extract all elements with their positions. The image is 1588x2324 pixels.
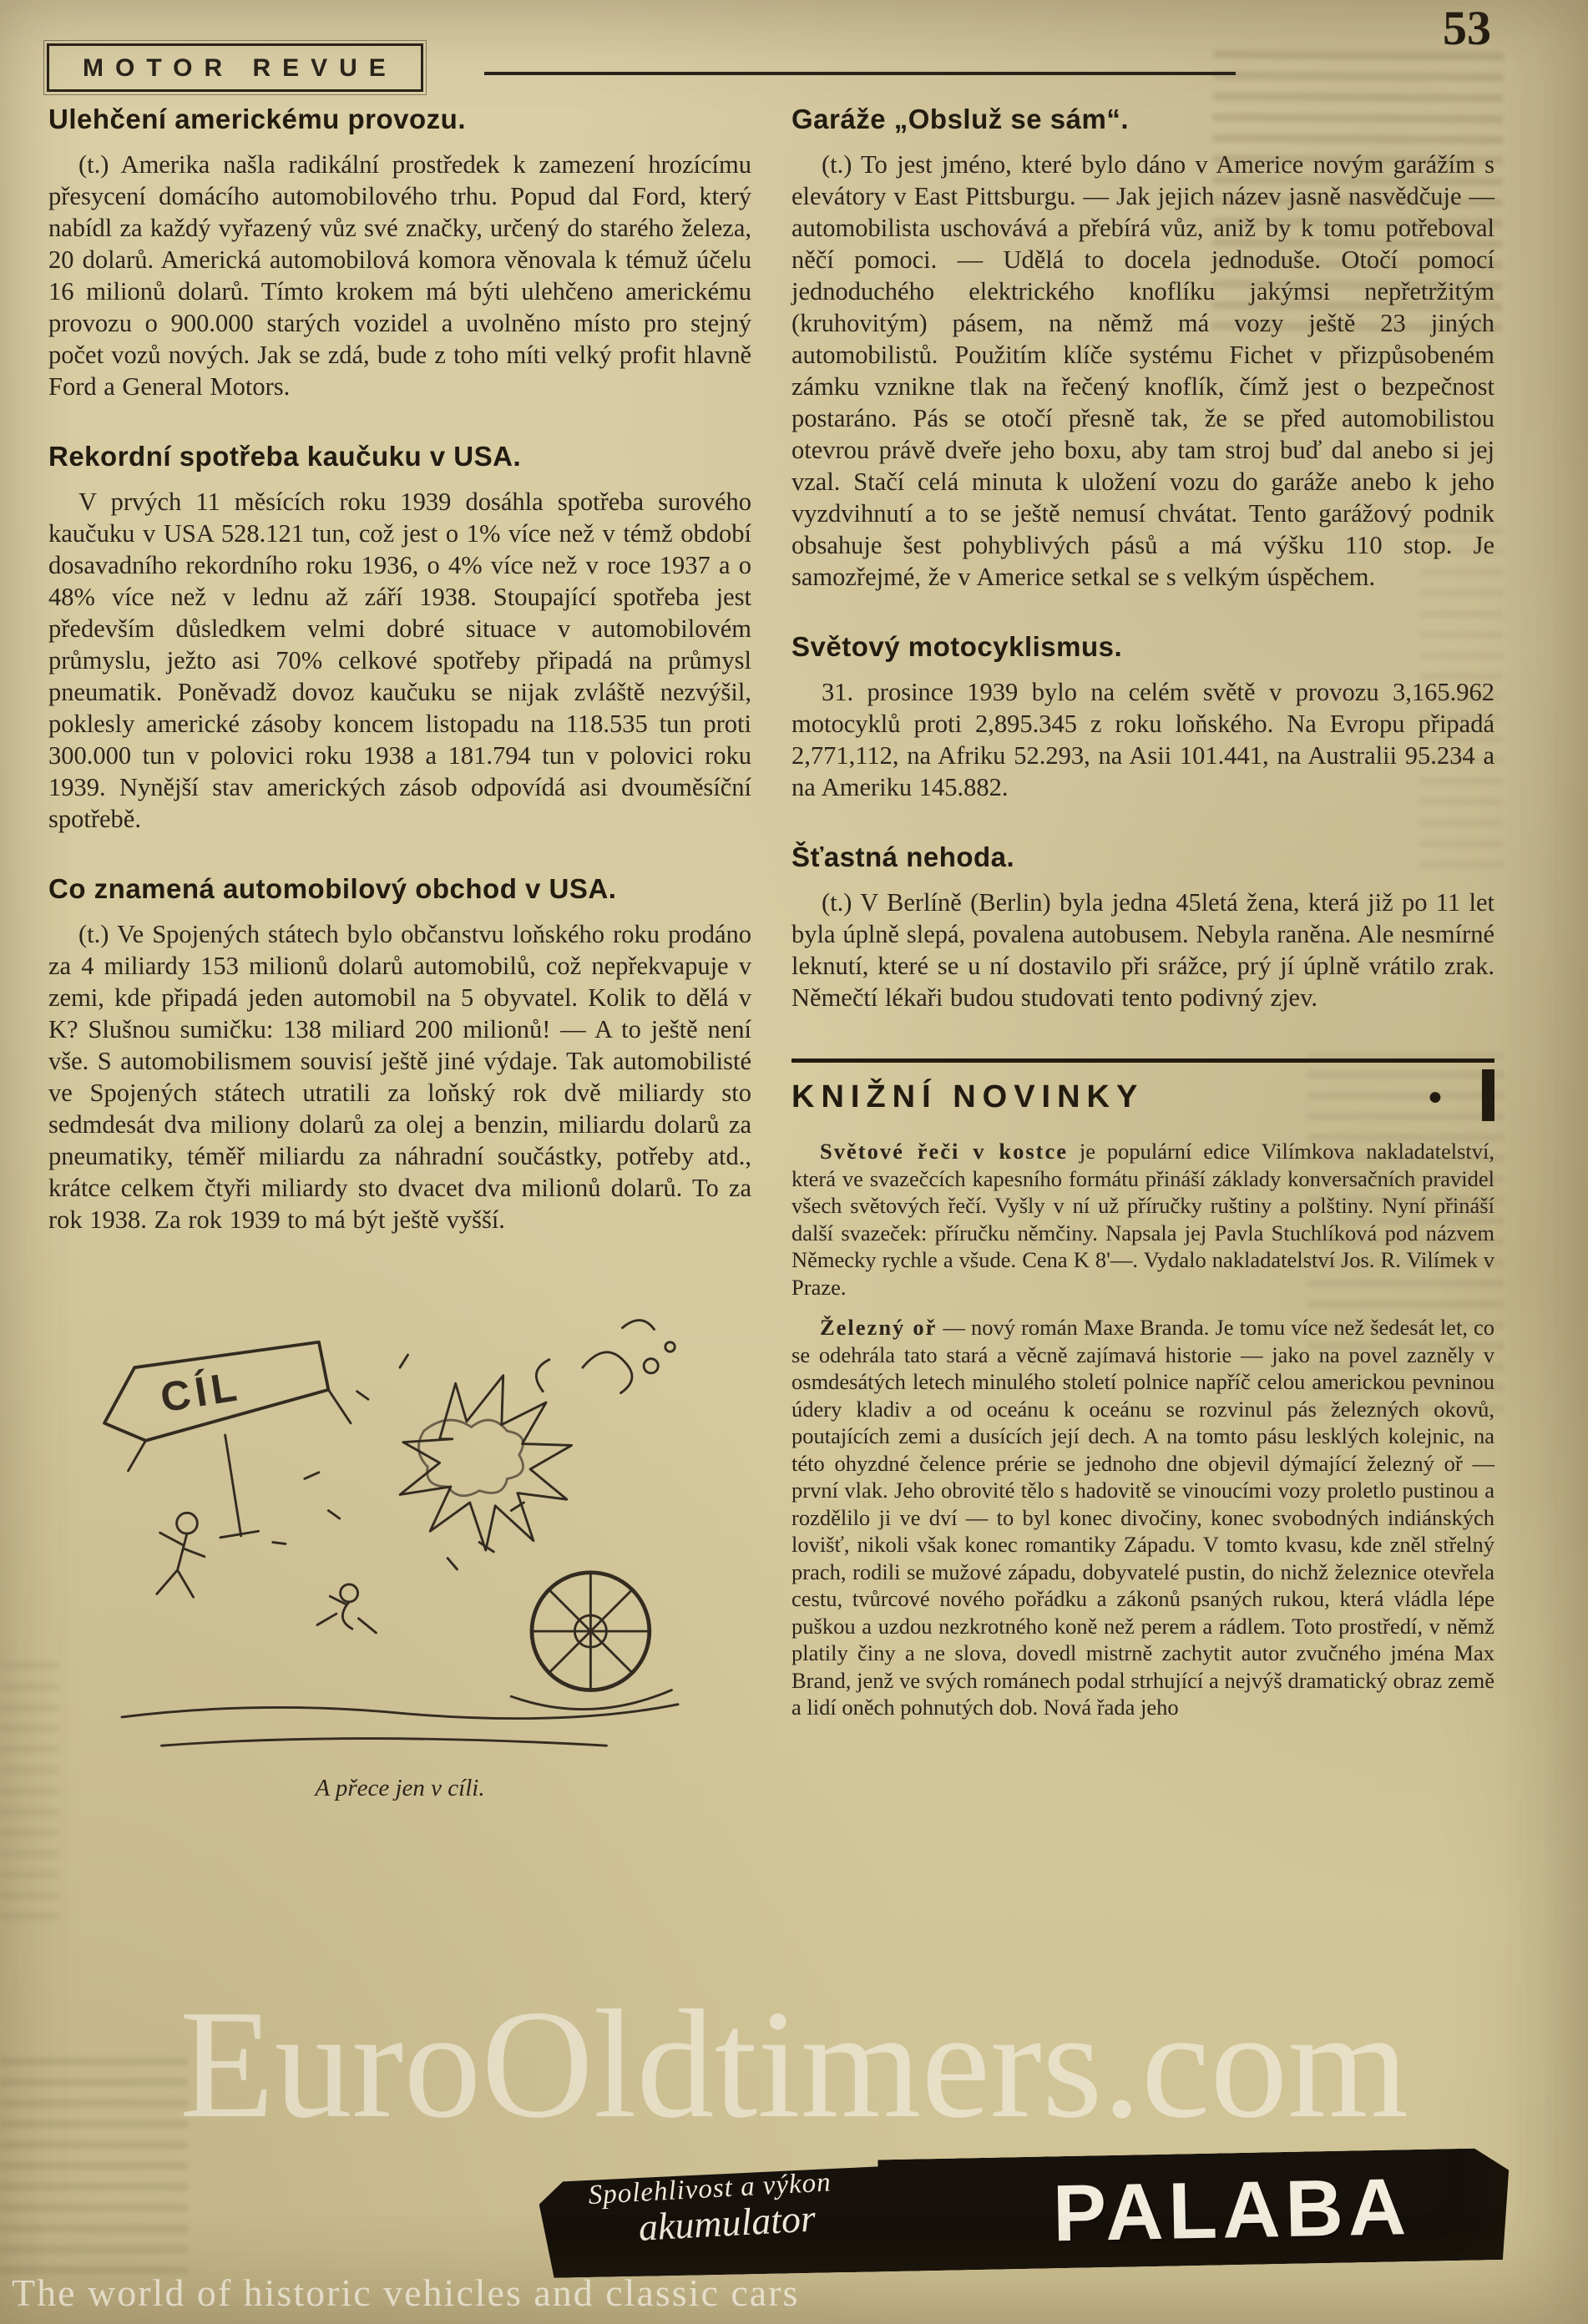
watermark-main: EuroOldtimers.com [179, 1978, 1409, 2150]
article-title: Šťastná nehoda. [791, 841, 1015, 872]
article-stastna-nehoda [791, 841, 1494, 1013]
palaba-ad-banner [539, 2148, 1510, 2278]
article-body: (t.) Amerika našla radikální prostředek k zamezení hrozícímu přesycení domácího automobilového trhu. Popud dal Ford, který nabídl za každý vyřazený vůz své značky, určený do starého železa, 20 dolarů. Americká automobilová komora věnovala k témuž účelu 16 milionů dolarů. Tímto krokem má býti ulehčeno americkému provozu o 900.000 starých vozidel a uvolněno místo pro stejný počet vozů nových. Jak se zdá, bude z toho míti velký profit hlavně Ford a General Motors. [48, 150, 751, 401]
ghost-text-smudge [0, 2057, 188, 2274]
ad-script-line1: Spolehlivost a výkon [587, 2167, 832, 2211]
article-body: 31. prosince 1939 bylo na celém světě v provozu 3,165.962 motocyklů proti 2,895.345 z roku loňského. Na Evropu připadá 2,771,112, na Afriku 52.293, na Asii 101.441, na Australii 95.234 a na Ameriku 145.882. [791, 678, 1494, 801]
page-number: 53 [1443, 1, 1491, 55]
watermark-subtitle: The world of historic vehicles and classic cars [12, 2271, 800, 2314]
article-body: V prvých 11 měsících roku 1939 dosáhla spotřeba surového kaučuku v USA 528.121 tun, což jest o 1% více než v témž období dosavadního rekordního roku 1936, o 4% více než v roce 1937 a o 48% více než v lednu až září 1938. Stoupající spotřeba jest především důsledkem velmi dobré situace v automobilovém průmyslu, ježto asi 70% celkové spotřeby připadá na průmysl pneumatik. Poněvadž dovoz kaučuku se nijak zvláště nezvýšil, poklesly americké zásoby koncem listopadu na 118.535 tun proti 300.000 tun v polovici roku 1938 a 181.794 tun v polovici roku 1939. Nynější stav amerických zásob odpovídá asi dvouměsíční spotřebě. [48, 488, 751, 833]
knizni-novinky-section [791, 1058, 1494, 1721]
article-garaze-obsluz-se-sam [791, 104, 1494, 593]
article-spotreba-kaucuku [48, 441, 751, 835]
article-body: (t.) Ve Spojených státech bylo občanstvu loňského roku prodáno za 4 miliardy 153 milionů dolarů automobilů, což nepřekvapuje v zemi, kde připadá jeden automobil na 5 obyvatel. Kolik to dělá v K? Slušnou sumičku: 138 miliard 200 milionů! — A to ještě není vše. S automobilismem souvisí ještě jiné výdaje. Tak automobilisté ve Spojených státech utratili za loňský rok dvě miliardy sto sedmdesát dva miliony dolarů za olej a benzin, miliardu dolarů za pneumatiky, téměř miliardu za náhradní součástky, potřeby atd., krátce celkem čtyři miliardy sto dvacet dva milionů dolarů. To za rok 1938. Za rok 1939 to má být ještě vyšší. [48, 920, 751, 1234]
ad-brand-palaba: PALABA [1052, 2162, 1412, 2259]
article-title: Ulehčení americkému provozu. [48, 104, 466, 134]
article-title: Garáže „Obsluž se sám“. [791, 104, 1130, 134]
illustration-caption: A přece jen v cíli. [315, 1775, 485, 1801]
left-column [48, 102, 751, 1802]
article-title: Světový motocyklismus. [791, 631, 1123, 662]
crash-cartoon-illustration [66, 1272, 734, 1802]
article-automobilovy-obchod [48, 873, 751, 1235]
right-column [791, 102, 1494, 1802]
section-rule-bar [1482, 1069, 1494, 1121]
book-body: je populární edice Vilímkova nakladatelství, která ve svazečcích kapesního formátu přináší základy konversačních pravidel všech světových řečí. Vyšly v ní už příručky ruštiny a polštiny. Nyní přináší další svazeček: příručku němčiny. Napsala jej Pavla Stuchlíková pod názvem Německy rychle a všude. Cena K 8'—. Vydalo nakladatelství Jos. R. Vilímek v Praze. [791, 1139, 1494, 1300]
ad-script-text [588, 2168, 834, 2251]
knizni-novinky-header [791, 1058, 1494, 1124]
article-ulehceni-provozu [48, 104, 751, 402]
finish-line-sketch [66, 1272, 734, 1765]
header-rule [484, 72, 1236, 75]
cil-sign-text: CÍL [157, 1362, 245, 1422]
book-lead: Světové řeči v kostce [820, 1139, 1068, 1164]
book-review-item [791, 1138, 1494, 1301]
book-review-item [791, 1314, 1494, 1721]
ad-script-line2: akumulator [637, 2196, 817, 2249]
book-body: — nový román Maxe Branda. Je tomu více než šedesát let, co se odehrála tato stará a věcně zajímavá historie — jako na povel zazněly v osmdesátých letech minulého století polnice napříč celou americkou pevninou údery kladiv a od oceánu k oceánu se rozvinul pás železných okovů, poutajících zemi a dusících její dech. A na tomto pásu lesklých kolejnic, na této ohyzdné čelence prérie se jednoho dne objevil dýmající železný oř — první vlak. Jeho obrovité tělo s hadovitě se vinoucími vozy proletlo pustinou a rozdělilo ji ve dví — to byl konec divočiny, konec svobodných indiánských lovišť, nikoli však konec romantiky Západu. V tomto kvasu, kde zněl střelný prach, rodili se mužové západu, dobyvatelé pustin, do nichž železnice otevřela cestu, tvůrcové nového pořádku a zákonů psaných rukou, která vládla lépe puškou a uzdou nezkrotného koně než perem a rádlem. Toto prostředí, v němž platily činy a ne slova, dovedl mistrně zachytit autor zvučného jména Max Brand, jenž ve svých románech podal strhující a nejvýš dramatický obraz země a lidí oněch pohnutých dob. Nová řada jeho [791, 1315, 1495, 1720]
content-columns [48, 102, 1494, 1802]
book-lead: Železný oř [820, 1315, 938, 1340]
masthead-title: MOTOR REVUE [83, 54, 397, 82]
article-title: Co znamená automobilový obchod v USA. [48, 873, 617, 904]
article-body: (t.) V Berlíně (Berlin) byla jedna 45letá žena, která již po 11 let byla úplně slepá, povalena autobusem. Nebyla raněna. Ale nesmírné leknutí, které se u ní dostavilo při srážce, prý jí úplně vrátilo zrak. Němečtí lékaři budou studovati tento podivný zjev. [791, 888, 1494, 1012]
article-svetovy-motocyklismus [791, 631, 1494, 803]
article-title: Rekordní spotřeba kaučuku v USA. [48, 441, 522, 472]
masthead-box [47, 43, 423, 92]
article-body: (t.) To jest jméno, které bylo dáno v Americe novým garážím s elevátory v East Pittsburgu. — Jak jejich název jasně nasvědčuje — automobilista uschovává a přebírá vůz, aniž by k tomu potřeboval něčí pomoci. — Udělá to docela jednoduše. Otočí pomocí jednoduchého elektrického knoflíku jakýmsi nepřetržitým (kruhovitým) pásem, na němž má vozy ještě 23 jiných automobilistů. Použitím klíče systému Fichet v přizpůsobeném zámku vznikne tlak na řečený knoflík, čímž jest o bezpečnost postaráno. Pás se otočí přesně tak, že se před automobilistou otevrou právě dveře jeho boxu, aby tam stroj buď dal anebo si jej vzal. Stačí celá minuta k uložení vozu do garáže anebo k jeho vyzdvihnutí a to se ještě nemusí chvátat. Tento garážový podnik obsahuje šest pohyblivých pásů a má výšku 110 stop. Je samozřejmé, že v Americe setkal se s velkým úspěchem. [791, 150, 1494, 591]
bullet-icon: ● [1427, 1083, 1443, 1110]
knizni-novinky-title: KNIŽNÍ NOVINKY [791, 1079, 1145, 1114]
